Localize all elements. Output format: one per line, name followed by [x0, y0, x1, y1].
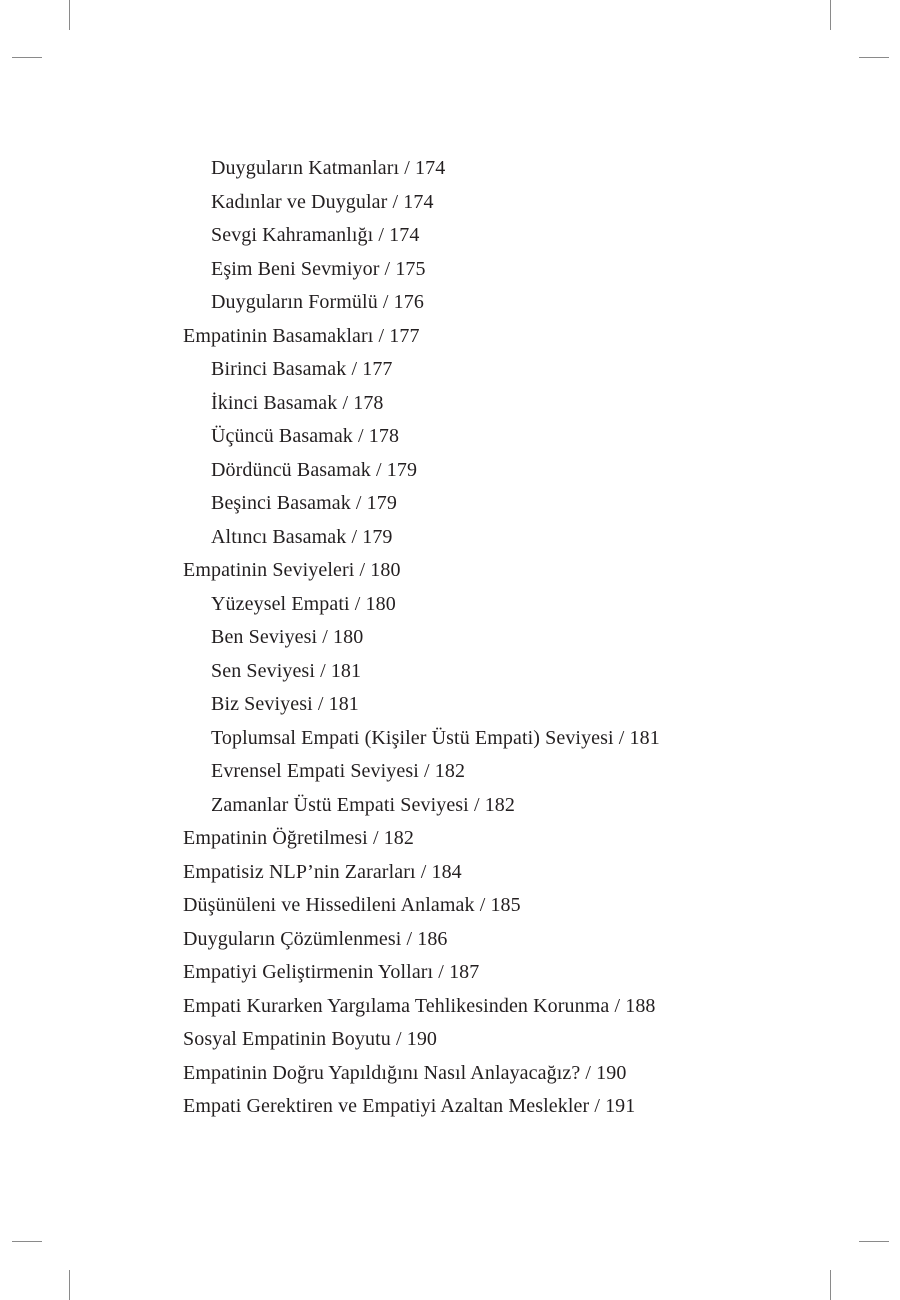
crop-mark-top-right-horizontal	[859, 57, 889, 58]
toc-entry: Duyguların Çözümlenmesi / 186	[183, 927, 448, 950]
toc-entry: Empatiyi Geliştirmenin Yolları / 187	[183, 961, 480, 983]
toc-entry: Empatisiz NLP’nin Zararları / 184	[183, 860, 462, 883]
crop-mark-bottom-left-horizontal	[12, 1241, 42, 1242]
crop-mark-top-left-vertical	[69, 0, 70, 30]
toc-subentry: Zamanlar Üstü Empati Seviyesi / 182	[211, 793, 515, 816]
toc-subentry: Dördüncü Basamak / 179	[211, 458, 418, 481]
toc-subentry: Toplumsal Empati (Kişiler Üstü Empati) Seviyesi / 181	[211, 726, 660, 749]
toc-subentry: Sen Seviyesi / 181	[211, 659, 362, 682]
toc-subentry: Biz Seviyesi / 181	[211, 693, 359, 715]
toc-entry: Düşünüleni ve Hissedileni Anlamak / 185	[183, 894, 521, 916]
crop-mark-top-left-horizontal	[12, 57, 42, 58]
toc-subentry: Üçüncü Basamak / 178	[211, 425, 400, 447]
toc-entry: Empatinin Basamakları / 177	[183, 324, 420, 347]
crop-mark-bottom-left-vertical	[69, 1270, 70, 1300]
toc-entry: Empati Kurarken Yargılama Tehlikesinden Korunma / 188	[183, 994, 656, 1017]
toc-subentry: Duyguların Formülü / 176	[211, 291, 424, 313]
toc-subentry: Beşinci Basamak / 179	[211, 492, 397, 514]
table-of-contents	[183, 152, 823, 1124]
toc-entry: Empatinin Öğretilmesi / 182	[183, 827, 415, 849]
crop-mark-top-right-vertical	[830, 0, 831, 30]
toc-subentry: Sevgi Kahramanlığı / 174	[211, 224, 420, 246]
toc-entry: Empati Gerektiren ve Empatiyi Azaltan Meslekler / 191	[183, 1095, 636, 1117]
toc-subentry: Evrensel Empati Seviyesi / 182	[211, 760, 466, 782]
toc-entry: Empatinin Seviyeleri / 180	[183, 559, 401, 581]
toc-subentry: Birinci Basamak / 177	[211, 358, 393, 380]
toc-entry: Empatinin Doğru Yapıldığını Nasıl Anlayacağız? / 190	[183, 1061, 627, 1084]
crop-mark-bottom-right-vertical	[830, 1270, 831, 1300]
toc-subentry: Eşim Beni Sevmiyor / 175	[211, 257, 426, 280]
toc-subentry: Altıncı Basamak / 179	[211, 525, 393, 548]
toc-subentry: Ben Seviyesi / 180	[211, 626, 364, 648]
toc-subentry: İkinci Basamak / 178	[211, 391, 384, 414]
toc-subentry: Kadınlar ve Duygular / 174	[211, 190, 434, 213]
toc-subentry: Yüzeysel Empati / 180	[211, 592, 396, 615]
crop-mark-bottom-right-horizontal	[859, 1241, 889, 1242]
toc-subentry: Duyguların Katmanları / 174	[211, 157, 446, 179]
toc-entry: Sosyal Empatinin Boyutu / 190	[183, 1028, 438, 1050]
